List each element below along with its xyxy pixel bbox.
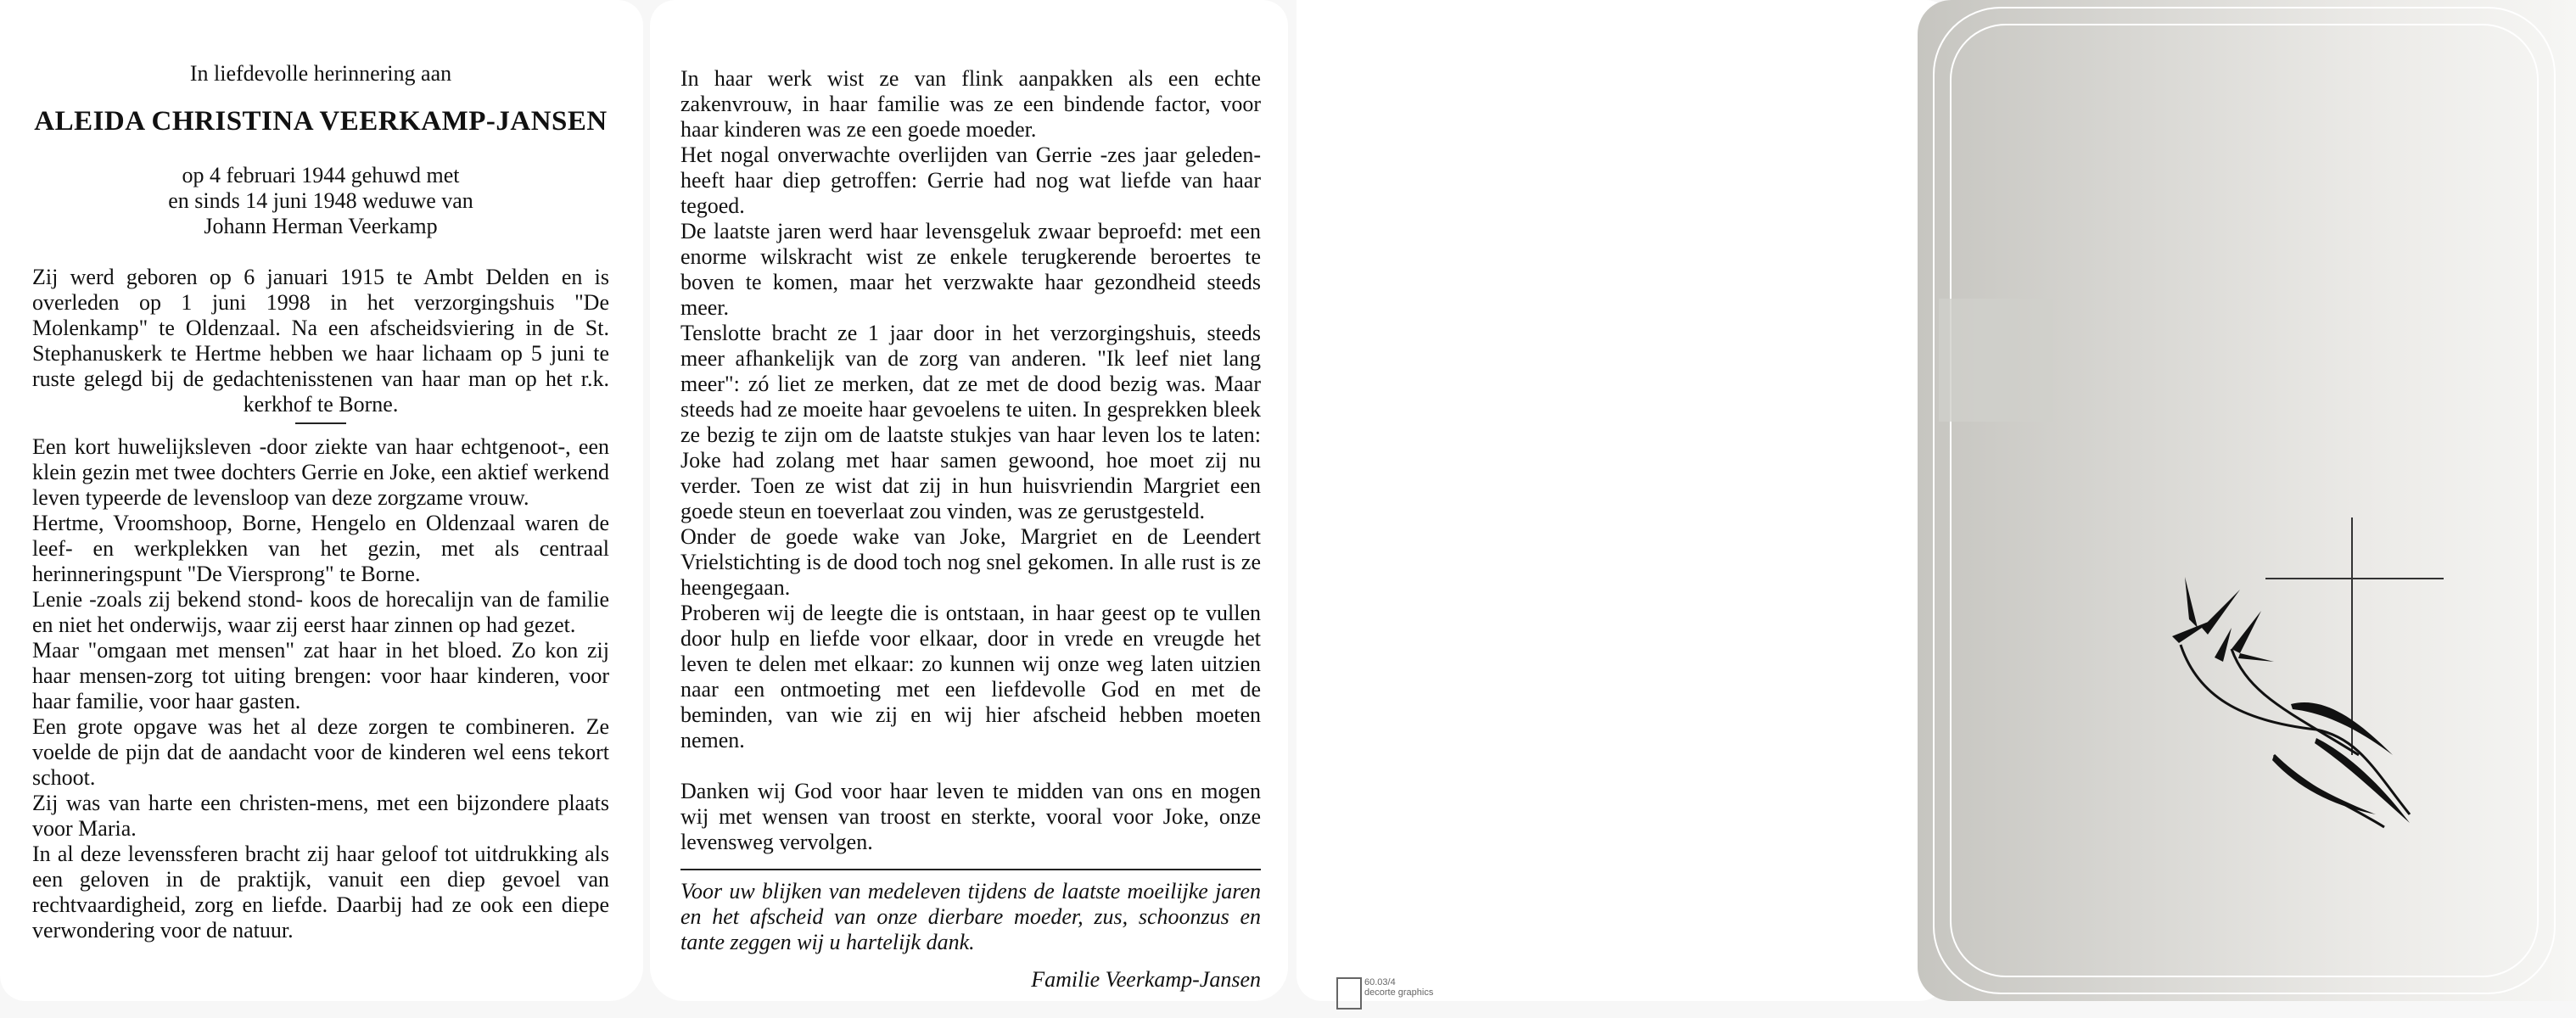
thanks-text: Voor uw blijken van medeleven tijdens de laatste moeilijke jaren en het afscheid van onze dierbare moeder, zus, schoonzus en tante zeggen wij u hartelijk dank. <box>680 879 1261 954</box>
body-text-1 <box>32 265 609 943</box>
flower-stems-icon <box>2181 645 2410 827</box>
leaves-icon <box>2172 577 2410 823</box>
birth-paragraph: Zij werd geboren op 6 januari 1915 te Ambt Delden en is overleden op 1 juni 1998 in het verzorgingshuis "De Molenkamp" te Oldenzaal. Na een afscheidsviering in de St. Stephanuskerk te Hertme hebben we haar lichaam op 5 juni te ruste gelegd bij de gedachtenisstenen van haar man op het r.k. kerkhof te Borne. <box>32 265 609 417</box>
marriage-line-1: op 4 februari 1944 gehuwd met <box>182 163 460 187</box>
paragraph: Proberen wij de leegte die is ontstaan, in haar geest op te vullen door hulp en liefde voor elkaar, door in vrede en vreugde het leven te delen met elkaar: zo kunnen wij onze weg laten uitzien naar een ontmoeting met een liefdevolle God en met de beminden, van wie zij en wij hier afscheid hebben moeten nemen. <box>680 601 1261 752</box>
paragraph: Tenslotte bracht ze 1 jaar door in het verzorgingshuis, steeds meer afhankelijk van de zorg van anderen. "Ik leef niet lang meer": zó liet ze merken, dat ze met de dood bezig was. Maar steeds had ze moeite haar gevoelens te uiten. In gesprekken bleek ze bezig te zijn om de laatste stukjes van haar leven los te laten: Joke had zolang met haar samen gewoond, hoe moet zij nu verder. Toen ze wist dat zij in hun huisvriendin Margriet een goede steun en toeverlaat zou vinden, was ze gerustgesteld. <box>680 321 1261 523</box>
cross-icon <box>2265 517 2444 755</box>
paragraph: Een kort huwelijksleven -door ziekte van haar echtgenoot-, een klein gezin met twee dochters Gerrie en Joke, een aktief werkend leven typeerde de levensloop van deze zorgzame vrouw. <box>32 434 609 510</box>
marriage-line-3: Johann Herman Veerkamp <box>204 214 438 238</box>
paragraph: De laatste jaren werd haar levensgeluk zwaar beproefd: met een enorme wilskracht wist ze enkele terugkerende beroertes te boven te komen, maar het verzwakte haar gezondheid steeds meer. <box>680 219 1261 320</box>
printer-name: decorte graphics <box>1364 987 1434 998</box>
marriage-block <box>32 163 609 239</box>
spacer <box>680 753 1261 779</box>
card-page-3-blank <box>1296 0 1950 1001</box>
paragraph: Het nogal onverwachte overlijden van Gerrie -zes jaar geleden- heeft haar diep getroffen: Gerrie had nog wat liefde van haar tegoed. <box>680 143 1261 218</box>
paragraph: In al deze levenssferen bracht zij haar geloof tot uitdrukking als een geloven in de praktijk, vanuit een diep gevoel van rechtvaardigheid, zorg en liefde. Daarbij had ze ook een diepe verwondering voor de natuur. <box>32 842 609 942</box>
printer-code: 60.03/4 <box>1364 977 1396 987</box>
cross-and-flowers-icon <box>2104 501 2461 857</box>
paragraph: Een grote opgave was het al deze zorgen te combineren. Ze voelde de pijn dat de aandacht voor de kinderen wel eens tekort schoot. <box>32 714 609 790</box>
paragraph: Lenie -zoals zij bekend stond- koos de horecalijn van de familie en niet het onderwijs, waar zij eerst haar zinnen op had gezet. <box>32 587 609 637</box>
paragraph: Zij was van harte een christen-mens, met een bijzondere plaats voor Maria. <box>32 791 609 841</box>
body-text-2 <box>680 66 1261 993</box>
printer-mark <box>1364 977 1433 998</box>
gray-swatch <box>1939 299 2053 422</box>
heading: In liefdevolle herinnering aan <box>189 61 452 86</box>
paragraph: Hertme, Vroomshoop, Borne, Hengelo en Oldenzaal waren de leef- en werkplekken van het gezin, met als centraal herinneringspunt "De Viersprong" te Borne. <box>32 511 609 586</box>
paragraph: Danken wij God voor haar leven te midden van ons en mogen wij met wensen van troost en sterkte, vooral voor Joke, onze levensweg vervolgen. <box>680 779 1261 854</box>
paragraph: Maar "omgaan met mensen" zat haar in het bloed. Zo kon zij haar mensen-zorg tot uiting brengen: voor haar kinderen, voor haar familie, voor haar gasten. <box>32 638 609 713</box>
short-divider <box>295 422 346 424</box>
marriage-line-2: en sinds 14 juni 1948 weduwe van <box>168 188 473 213</box>
card-page-1 <box>0 0 643 1001</box>
card-page-2 <box>650 0 1288 1001</box>
printer-logo-icon <box>1336 977 1362 1010</box>
paragraph: Onder de goede wake van Joke, Margriet en de Leendert Vrielstichting is de dood toch nog snel gekomen. In alle rust is ze heengegaan. <box>680 524 1261 600</box>
signature: Familie Veerkamp-Jansen <box>1031 967 1261 992</box>
deceased-name: ALEIDA CHRISTINA VEERKAMP-JANSEN <box>34 106 608 137</box>
long-divider <box>680 869 1261 870</box>
paragraph: In haar werk wist ze van flink aanpakken als een echte zakenvrouw, in haar familie was ze een bindende factor, voor haar kinderen was ze een goede moeder. <box>680 66 1261 142</box>
